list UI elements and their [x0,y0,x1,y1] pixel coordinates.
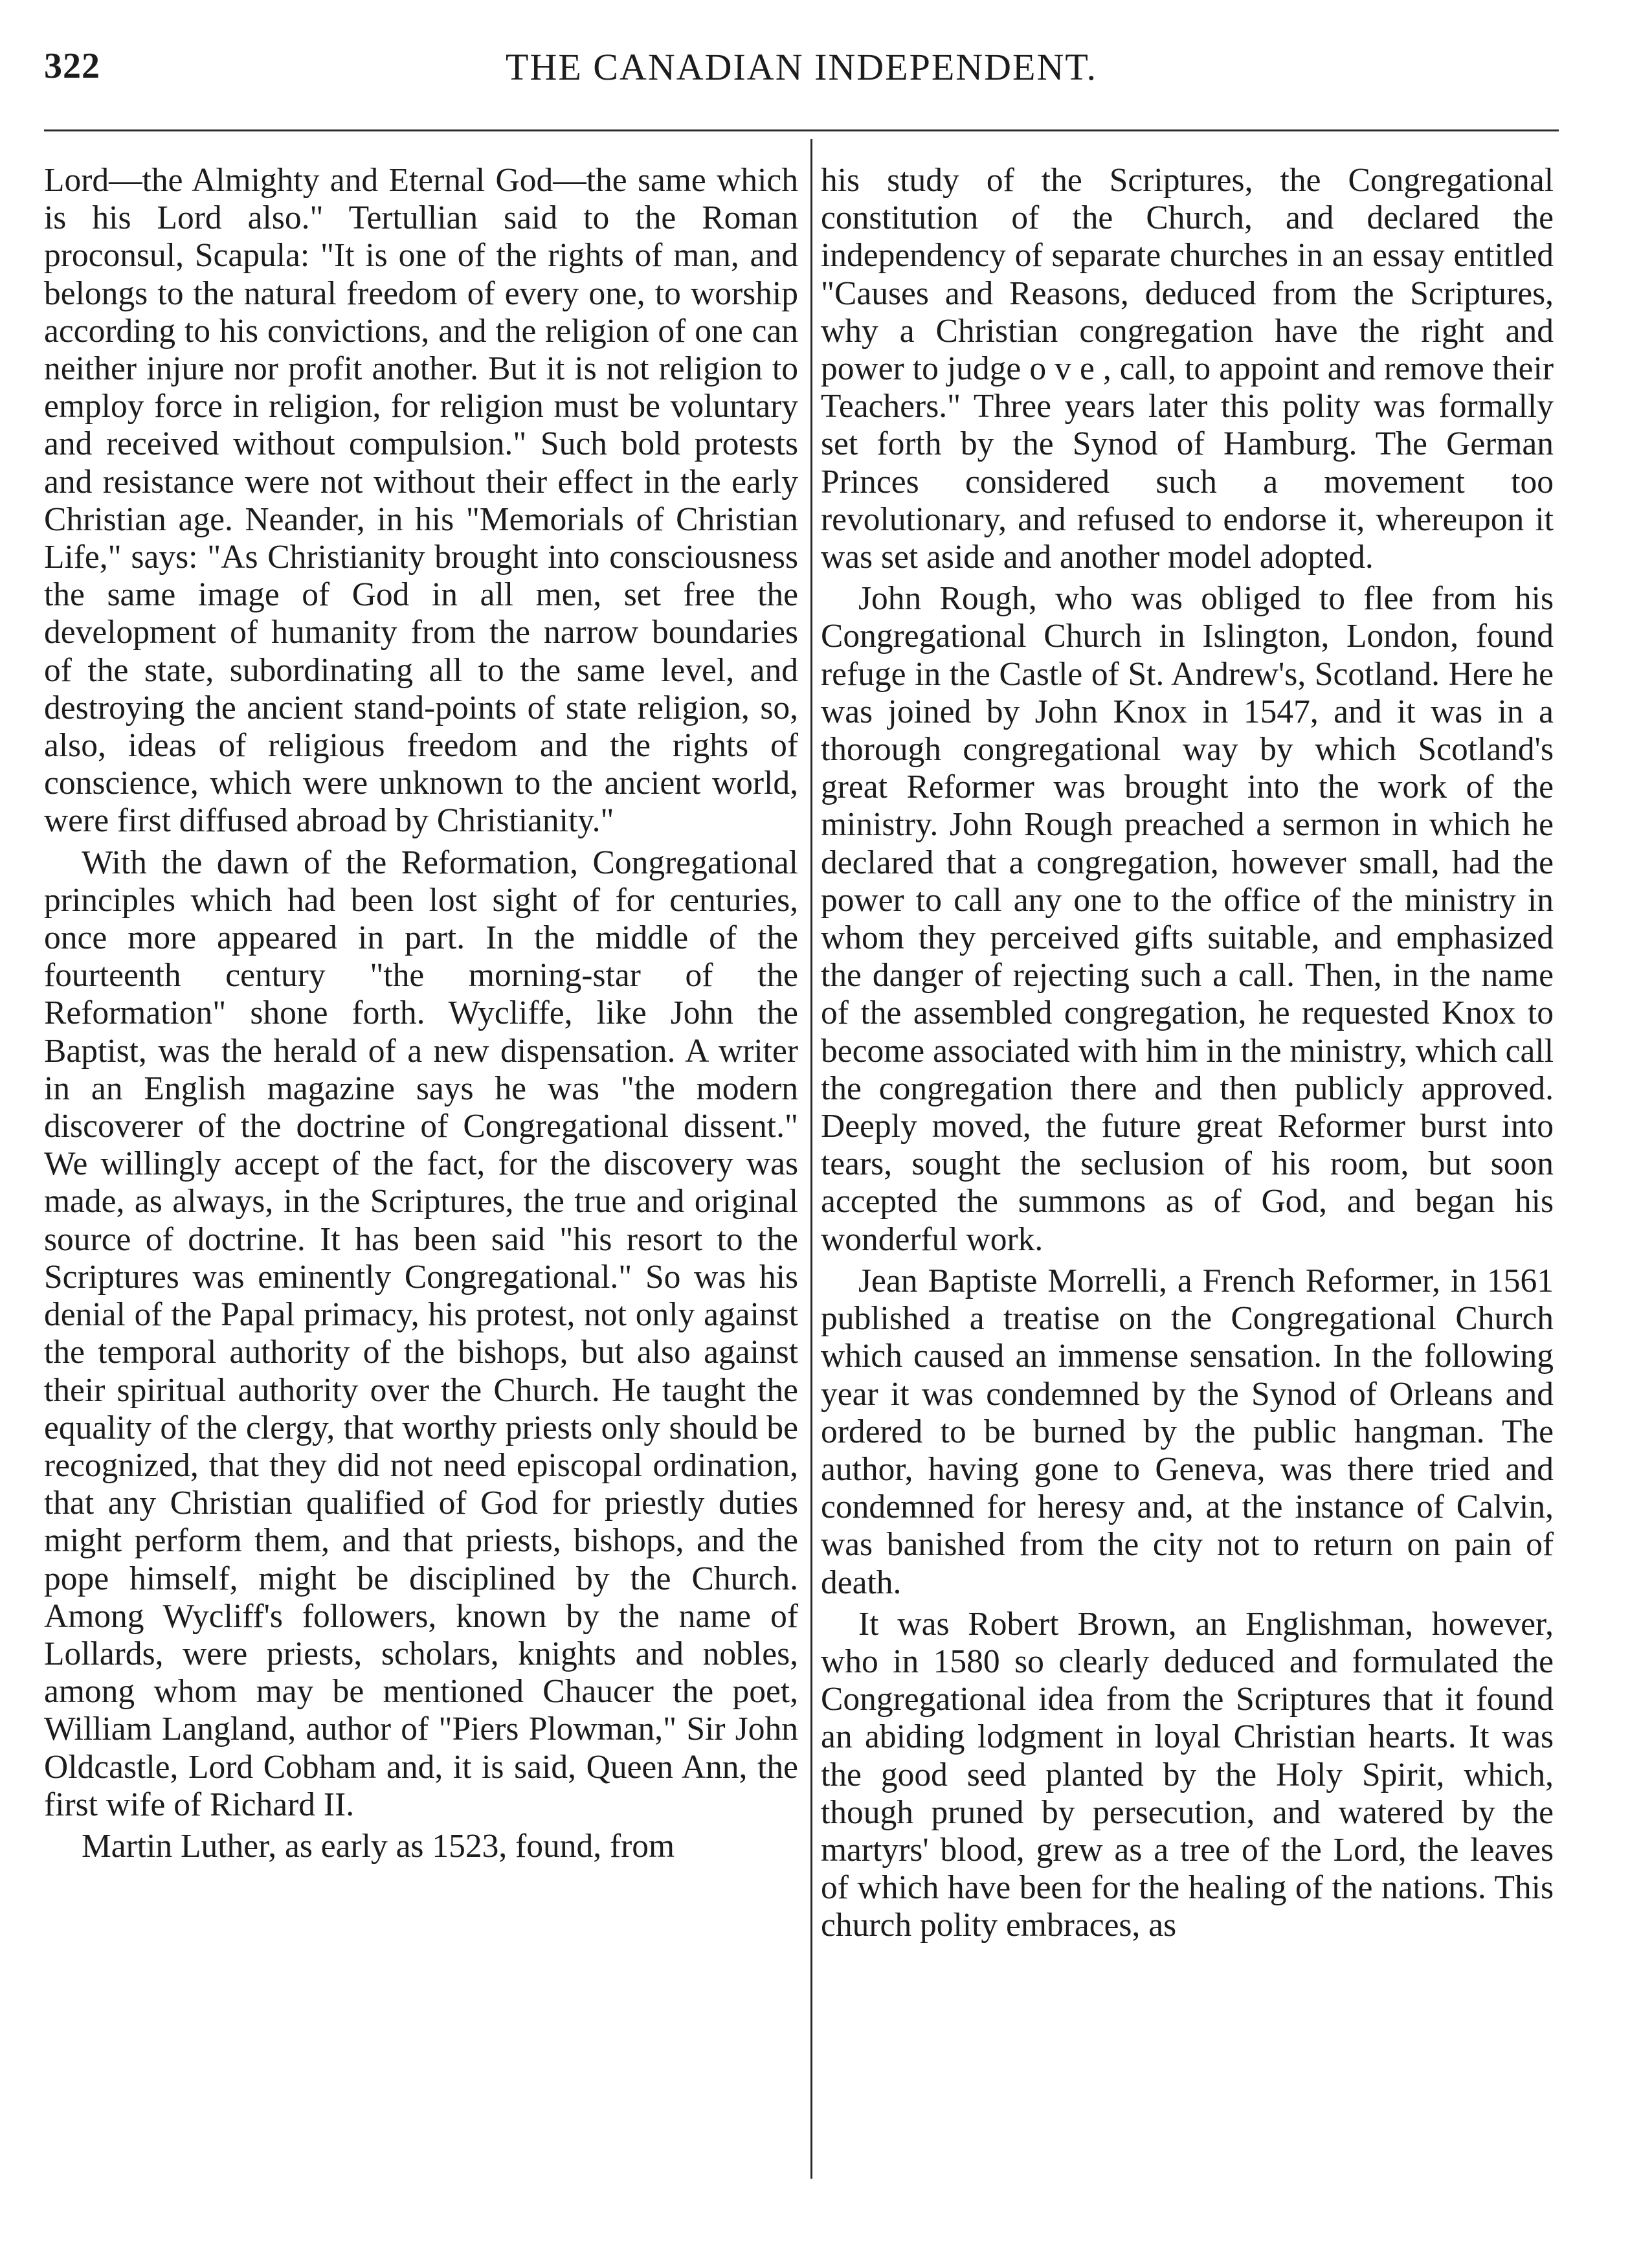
paragraph: Jean Baptiste Morrelli, a French Reformer, in 1561 published a treatise on the Congregational Church which caused an immense sensation. In the following year it was condemned by the Synod of Orleans and ordered to be burned by the public hangman. The author, having gone to Geneva, was there tried and condemned for heresy and, at the instance of Calvin, was banished from the city not to return on pain of death. [821,1262,1554,1601]
paragraph: It was Robert Brown, an Englishman, however, who in 1580 so clearly deduced and formulated the Congregational idea from the Scriptures that it found an abiding lodgment in loyal Christian hearts. It was the good seed planted by the Holy Spirit, which, though pruned by persecution, and watered by the martyrs' blood, grew as a tree of the Lord, the leaves of which have been for the healing of the nations. This church polity embraces, as [821,1605,1554,1944]
left-column [44,162,798,1865]
right-column [821,162,1554,1945]
running-header [44,45,1559,104]
paragraph: his study of the Scriptures, the Congregational constitution of the Church, and declared the independency of separate churches in an essay entitled "Causes and Reasons, deduced from the Scriptures, why a Christian congregation have the right and power to judge o v e , call, to appoint and remove their Teachers." Three years later this polity was formally set forth by the Synod of Hamburg. The German Princes considered such a movement too revolutionary, and refused to endorse it, whereupon it was set aside and another model adopted. [821,162,1554,576]
running-title: THE CANADIAN INDEPENDENT. [506,46,1097,88]
paragraph: With the dawn of the Reformation, Congregational principles which had been lost sight of for centuries, once more appeared in part. In the middle of the fourteenth century "the morning-star of the Reformation" shone forth. Wycliffe, like John the Baptist, was the herald of a new dispensation. A writer in an English magazine says he was "the modern discoverer of the doctrine of Congregational dissent." We willingly accept of the fact, for the discovery was made, as always, in the Scriptures, the true and original source of doctrine. It has been said "his resort to the Scriptures was eminently Congregational." So was his denial of the Papal primacy, his protest, not only against the temporal authority of the bishops, but also against their spiritual authority over the Church. He taught the equality of the clergy, that worthy priests only should be recognized, that they did not need episcopal ordination, that any Christian qualified of God for priestly duties might perform them, and that priests, bishops, and the pope himself, might be disciplined by the Church. Among Wycliff's followers, known by the name of Lollards, were priests, scholars, knights and nobles, among whom may be mentioned Chaucer the poet, William Langland, author of "Piers Plowman," Sir John Oldcastle, Lord Cobham and, it is said, Queen Ann, the first wife of Richard II. [44,844,798,1823]
header-rule [44,129,1559,131]
paragraph: Martin Luther, as early as 1523, found, from [82,1827,675,1865]
paragraph: John Rough, who was obliged to flee from his Congregational Church in Islington, London, found refuge in the Castle of St. Andrew's, Scotland. Here he was joined by John Knox in 1547, and it was in a thorough congregational way by which Scotland's great Reformer was brought into the work of the ministry. John Rough preached a sermon in which he declared that a congregation, however small, had the power to call any one to the office of the ministry in whom they perceived gifts suitable, and emphasized the danger of rejecting such a call. Then, in the name of the assembled congregation, he requested Knox to become associated with him in the ministry, which call the congregation there and then publicly approved. Deeply moved, the future great Reformer burst into tears, sought the seclusion of his room, but soon accepted the summons as of God, and began his wonderful work. [821,580,1554,1258]
page-number: 322 [44,46,100,86]
paragraph: Lord—the Almighty and Eternal God—the same which is his Lord also." Tertullian said to the Roman proconsul, Scapula: "It is one of the rights of man, and belongs to the natural freedom of every one, to worship according to his convictions, and the religion of one can neither injure nor profit another. But it is not religion to employ force in religion, for religion must be voluntary and received without compulsion." Such bold protests and resistance were not without their effect in the early Christian age. Neander, in his "Memorials of Christian Life," says: "As Christianity brought into consciousness the same image of God in all men, set free the development of humanity from the narrow boundaries of the state, subordinating all to the same level, and destroying the ancient stand-points of state religion, so, also, ideas of religious freedom and the rights of conscience, which were unknown to the ancient world, were first diffused abroad by Christianity." [44,162,798,840]
column-divider [810,139,812,2179]
